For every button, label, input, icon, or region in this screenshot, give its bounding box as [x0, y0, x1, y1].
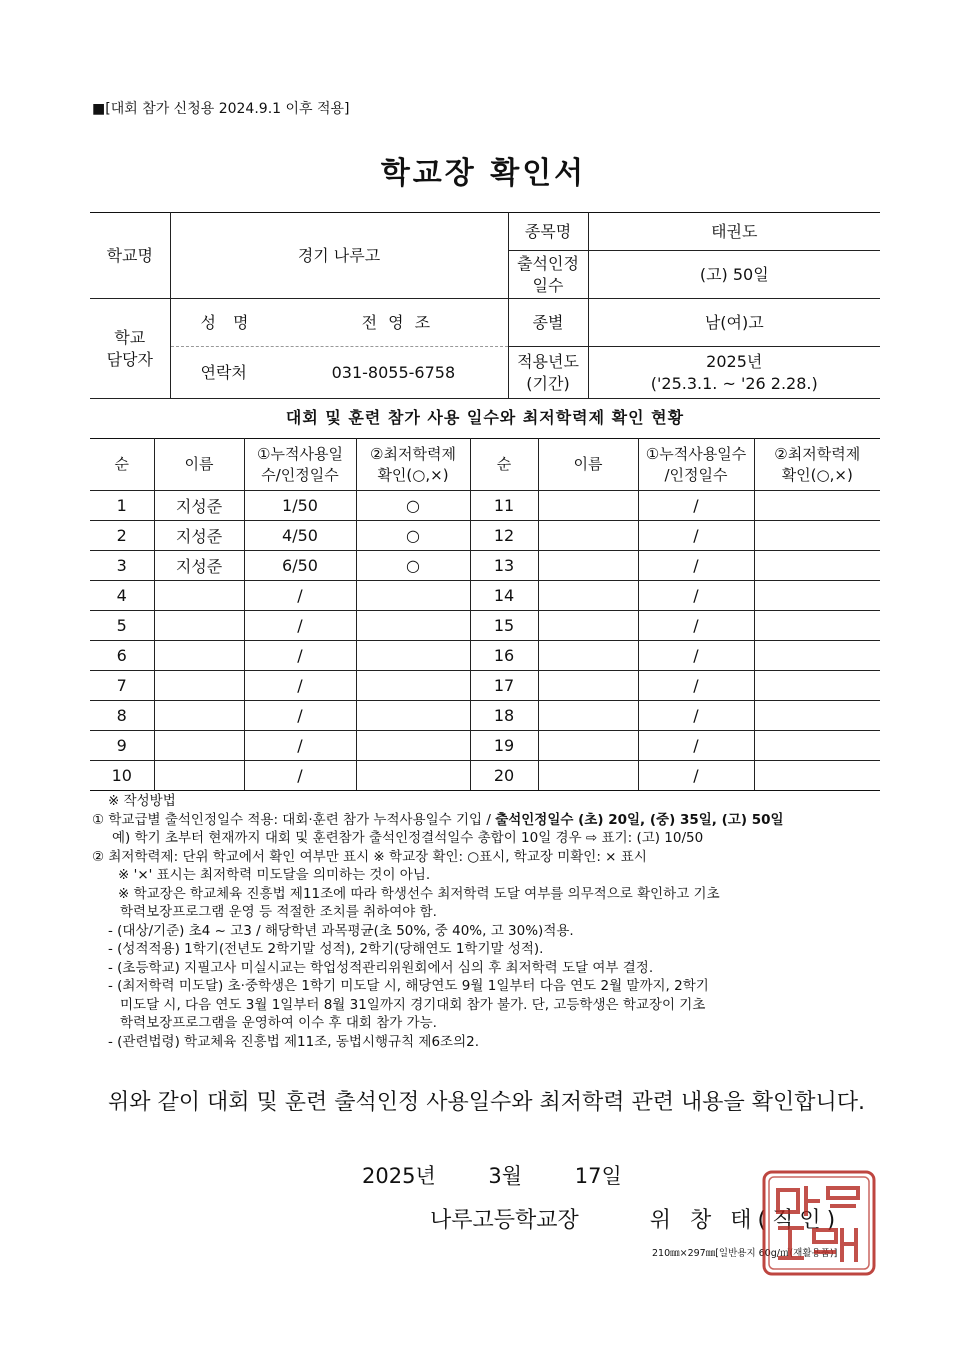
attendance-label: [508, 251, 588, 299]
row-check: [356, 761, 470, 791]
note-4a: ※ 학교장은 학교체육 진흥법 제11조에 따라 학생선수 최저학력 도달 여부를 의무적으로 확인하고 기초: [118, 885, 720, 902]
row-name: 지성준: [154, 521, 244, 551]
header-days-2: [638, 439, 754, 491]
year-value-cell: [588, 347, 880, 399]
row-check-2: [754, 761, 880, 791]
note-8a: - (최저학력 미도달) 초·중학생은 1학기 미도달 시, 해당연도 9월 1일부터 다음 연도 2월 말까지, 2학기: [108, 978, 709, 994]
note-1a: ① 학교급별 출석인정일수 적용: 대회·훈련 참가 누적사용일수 기입 /: [92, 811, 496, 828]
row-name-2: [538, 491, 638, 521]
row-name-2: [538, 731, 638, 761]
row-check: [356, 641, 470, 671]
manager-contact-cell: [170, 347, 508, 399]
attendance-label-line2: 일수: [532, 275, 564, 295]
row-days-2: /: [638, 491, 754, 521]
row-no: 1: [90, 491, 154, 521]
row-no-2: 12: [470, 521, 538, 551]
official-seal-icon: [760, 1168, 878, 1278]
sport-label: 종목명: [508, 213, 588, 251]
header-no-2: 순: [470, 439, 538, 491]
year-label-line2: (기간): [526, 373, 570, 393]
row-name-2: [538, 551, 638, 581]
row-no: 6: [90, 641, 154, 671]
row-no: 7: [90, 671, 154, 701]
notes-heading: ※ 작성방법: [108, 793, 176, 809]
row-no-2: 18: [470, 701, 538, 731]
row-no-2: 17: [470, 671, 538, 701]
row-days-2: /: [638, 611, 754, 641]
name-value: 전 영 조: [361, 312, 431, 332]
gender-value: 남(여)고: [588, 299, 880, 347]
row-check-2: [754, 581, 880, 611]
row-days: 4/50: [244, 521, 356, 551]
header-name: 이름: [154, 439, 244, 491]
table-row: [90, 581, 880, 611]
row-name-2: [538, 701, 638, 731]
row-days-2: /: [638, 761, 754, 791]
sport-value: 태권도: [588, 213, 880, 251]
row-name-2: [538, 671, 638, 701]
row-name: [154, 731, 244, 761]
row-days-2: /: [638, 671, 754, 701]
row-days: /: [244, 611, 356, 641]
table-row: [90, 491, 880, 521]
header-check2-line1: ②최저학력제: [774, 444, 861, 463]
row-check: [356, 701, 470, 731]
row-days-2: /: [638, 521, 754, 551]
table-row: [90, 551, 880, 581]
issue-date: [362, 1160, 650, 1190]
note-3: ※ '×' 표시는 최저학력 미도달을 의미하는 것이 아님.: [118, 867, 431, 883]
year-label: [508, 347, 588, 399]
row-no-2: 20: [470, 761, 538, 791]
date-day: 17일: [574, 1164, 622, 1188]
row-name-2: [538, 581, 638, 611]
row-name: [154, 701, 244, 731]
header-tag: ■[대회 참가 신청용 2024.9.1 이후 적용]: [92, 101, 350, 117]
row-check-2: [754, 731, 880, 761]
note-9: - (관련법령) 학교체육 진흥법 제11조, 동법시행규칙 제6조의2.: [108, 1033, 479, 1050]
row-check: ○: [356, 521, 470, 551]
row-name-2: [538, 641, 638, 671]
header-name-2: 이름: [538, 439, 638, 491]
row-days: /: [244, 731, 356, 761]
date-year: 2025년: [362, 1164, 436, 1188]
header-check: [356, 439, 470, 491]
row-check-2: [754, 611, 880, 641]
confirmation-text: 위와 같이 대회 및 훈련 출석인정 사용일수와 최저학력 관련 내용을 확인합니다.: [108, 1090, 865, 1115]
row-days: /: [244, 761, 356, 791]
header-check-2: [754, 439, 880, 491]
row-name-2: [538, 761, 638, 791]
school-label: 학교명: [90, 213, 170, 299]
period-value: ('25.3.1. ~ '26 2.28.): [650, 373, 818, 393]
school-info-table: [90, 212, 880, 399]
name-label: 성 명: [200, 312, 249, 332]
row-name: 지성준: [154, 491, 244, 521]
principal-title: 나루고등학교장: [430, 1208, 579, 1233]
row-name: [154, 641, 244, 671]
contact-label: 연락처: [200, 362, 247, 382]
record-table: [90, 438, 880, 791]
row-no: 3: [90, 551, 154, 581]
row-check-2: [754, 641, 880, 671]
row-days-2: /: [638, 731, 754, 761]
row-check: ○: [356, 491, 470, 521]
paper-size-note: 210㎜×297㎜[일반용지 60g/㎡(재활용품)]: [652, 1248, 838, 1259]
row-no-2: 15: [470, 611, 538, 641]
row-check: [356, 611, 470, 641]
row-check: [356, 671, 470, 701]
attendance-label-line1: 출석인정: [517, 253, 579, 273]
header-days-line1: ①누적사용일: [257, 444, 343, 463]
note-8b: 미도달 시, 다음 연도 3월 1일부터 8월 31일까지 경기대회 참가 불가. 단, 고등학생은 학교장이 기초: [120, 996, 706, 1013]
instructions: [92, 792, 877, 1051]
header-days2-line2: /인정일수: [664, 465, 728, 484]
principal-name: 위 창 태(직인): [649, 1208, 842, 1233]
row-no: 9: [90, 731, 154, 761]
page-title: 학교장 확인서: [380, 156, 587, 191]
row-no: 10: [90, 761, 154, 791]
row-no-2: 16: [470, 641, 538, 671]
row-no-2: 11: [470, 491, 538, 521]
manager-label-line2: 담당자: [106, 349, 153, 369]
row-no: 2: [90, 521, 154, 551]
header-no: 순: [90, 439, 154, 491]
note-1b: 출석인정일수 (초) 20일, (중) 35일, (고) 50일: [495, 811, 784, 828]
row-no: 5: [90, 611, 154, 641]
row-name: [154, 581, 244, 611]
contact-value: 031-8055-6758: [331, 362, 456, 382]
row-check: [356, 581, 470, 611]
row-days: /: [244, 701, 356, 731]
row-check-2: [754, 551, 880, 581]
table-row: [90, 701, 880, 731]
row-days-2: /: [638, 551, 754, 581]
row-name: [154, 611, 244, 641]
row-name-2: [538, 521, 638, 551]
row-days: /: [244, 641, 356, 671]
table-row: [90, 611, 880, 641]
attendance-value: (고) 50일: [588, 251, 880, 299]
school-value: 경기 나루고: [170, 213, 508, 299]
row-check-2: [754, 701, 880, 731]
note-6: - (성적적용) 1학기(전년도 2학기말 성적), 2학기(당해연도 1학기말 성적).: [108, 941, 544, 957]
manager-label: [90, 299, 170, 399]
row-name-2: [538, 611, 638, 641]
row-name: [154, 761, 244, 791]
note-2: ② 최저학력제: 단위 학교에서 확인 여부만 표시 ※ 학교장 확인: ○표시, 학교장 미확인: × 표시: [92, 848, 647, 865]
note-8c: 학력보장프로그램을 운영하여 이수 후 대회 참가 가능.: [120, 1015, 437, 1031]
row-days: 6/50: [244, 551, 356, 581]
note-7: - (초등학교) 지필고사 미실시교는 학업성적관리위원회에서 심의 후 최저학력 도달 여부 결정.: [108, 959, 654, 976]
row-check-2: [754, 671, 880, 701]
header-check2-line2: 확인(○,×): [781, 465, 853, 484]
table-row: [90, 731, 880, 761]
row-no: 4: [90, 581, 154, 611]
row-days-2: /: [638, 701, 754, 731]
section-title: 대회 및 훈련 참가 사용 일수와 최저학력제 확인 현황: [285, 408, 685, 427]
table-row: [90, 761, 880, 791]
year-value: 2025년: [706, 351, 763, 371]
row-no-2: 13: [470, 551, 538, 581]
table-row: [90, 521, 880, 551]
date-month: 3월: [488, 1164, 523, 1188]
table-row: [90, 641, 880, 671]
year-label-line1: 적용년도: [517, 351, 579, 371]
row-check: [356, 731, 470, 761]
header-check-line2: 확인(○,×): [377, 465, 449, 484]
manager-label-line1: 학교: [114, 327, 146, 347]
gender-label: 종별: [508, 299, 588, 347]
header-days2-line1: ①누적사용일수: [645, 444, 747, 463]
note-4b: 학력보장프로그램 운영 등 적절한 조치를 취하여야 함.: [120, 904, 437, 920]
header-check-line1: ②최저학력제: [370, 444, 456, 463]
header-days: [244, 439, 356, 491]
row-days: /: [244, 581, 356, 611]
row-name: [154, 671, 244, 701]
note-5: - (대상/기준) 초4 ~ 고3 / 해당학년 과목평균(초 50%, 중 40%, 고 30%)적용.: [108, 922, 574, 939]
row-name: 지성준: [154, 551, 244, 581]
header-days-line2: 수/인정일수: [261, 465, 339, 484]
row-days-2: /: [638, 581, 754, 611]
note-1c: 예) 학기 초부터 현재까지 대회 및 훈련참가 출석인정결석일수 총합이 10일 경우 ⇨ 표기: (고) 10/50: [112, 830, 704, 846]
note-1: [92, 811, 877, 830]
row-check-2: [754, 521, 880, 551]
row-no-2: 19: [470, 731, 538, 761]
row-check: ○: [356, 551, 470, 581]
row-days: 1/50: [244, 491, 356, 521]
row-no: 8: [90, 701, 154, 731]
row-check-2: [754, 491, 880, 521]
row-no-2: 14: [470, 581, 538, 611]
row-days-2: /: [638, 641, 754, 671]
table-row: [90, 671, 880, 701]
manager-name-cell: [170, 299, 508, 347]
row-days: /: [244, 671, 356, 701]
